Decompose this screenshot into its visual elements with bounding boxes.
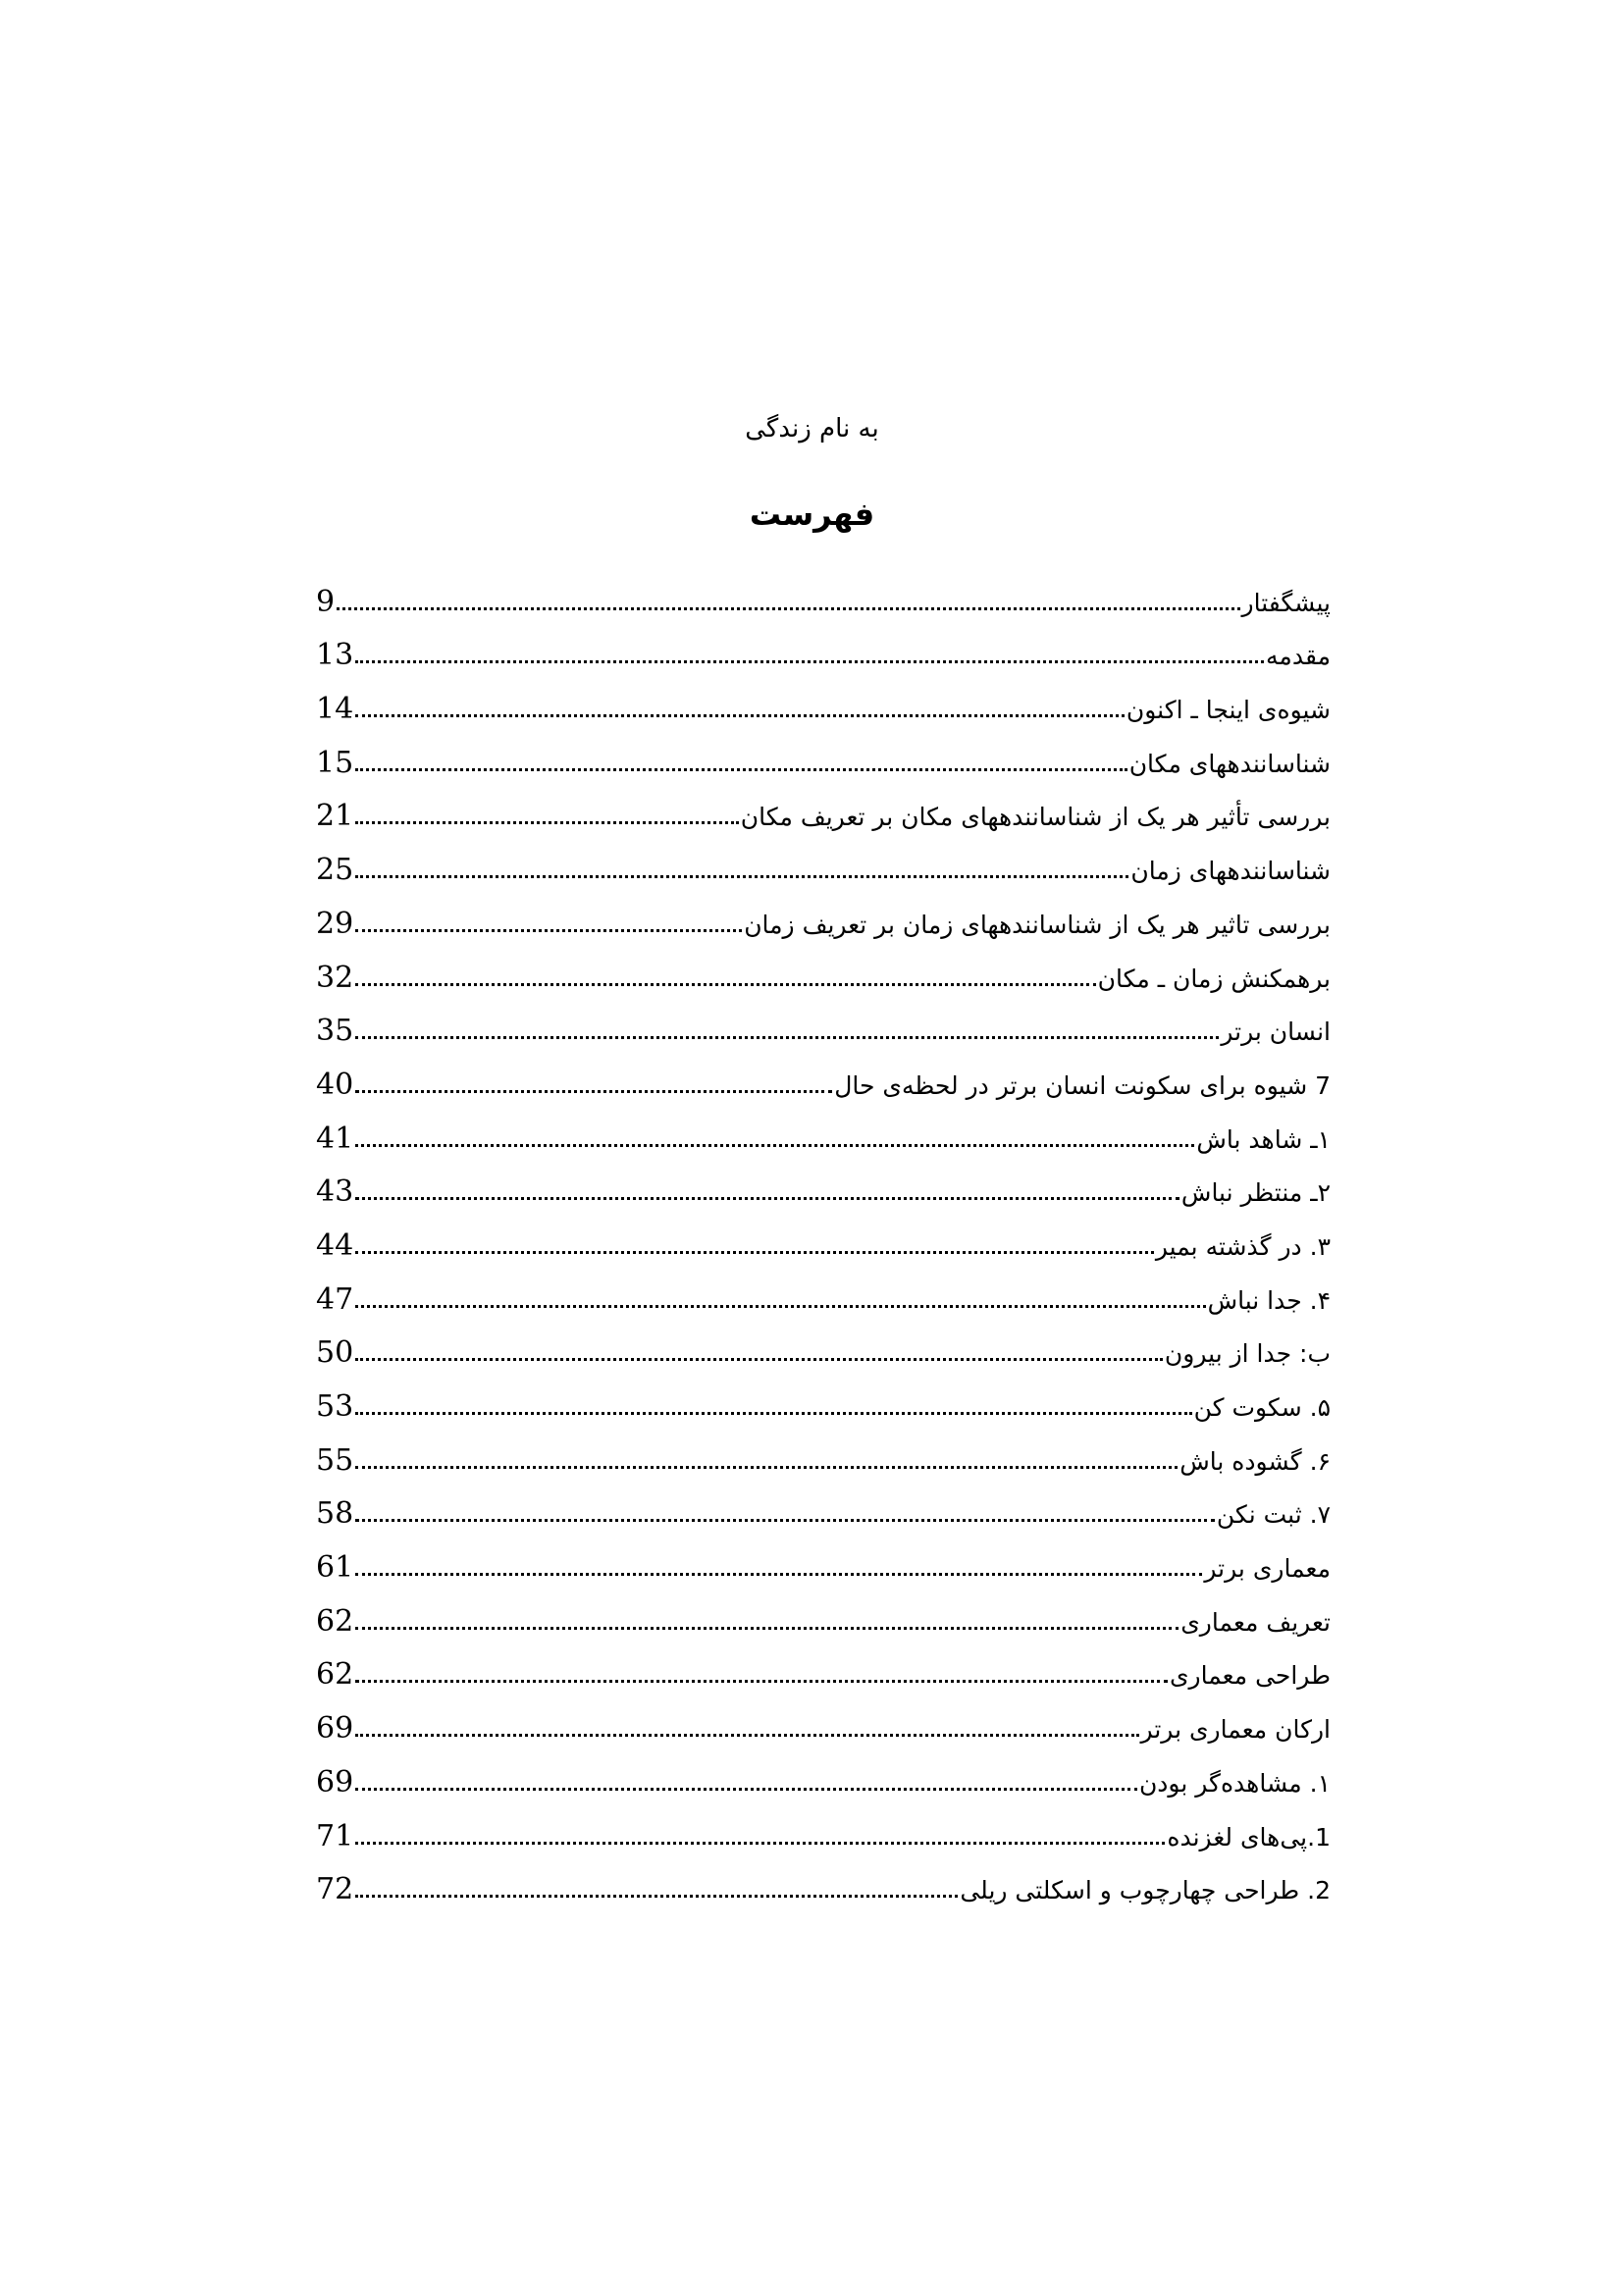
toc-page-number: 53 [316, 1389, 354, 1424]
toc-entry-label: ب: جدا از بیرون [1164, 1339, 1331, 1369]
toc-row[interactable] [316, 1429, 1331, 1483]
toc-dot-leader [355, 1144, 1194, 1147]
toc-row[interactable] [316, 1322, 1331, 1376]
toc-row[interactable] [316, 838, 1331, 892]
toc-entry-label: شناسانندههای مکان [1128, 749, 1331, 778]
toc-page-number: 35 [316, 1014, 354, 1049]
toc-dot-leader [355, 1734, 1138, 1737]
toc-entry-label: طراحی معماری [1169, 1661, 1331, 1691]
toc-entry-label: شناسانندههای زمان [1130, 857, 1331, 886]
toc-entry-label: ارکان معماری برتر [1140, 1715, 1331, 1745]
toc-row[interactable] [316, 1696, 1331, 1750]
toc-dot-leader [355, 1519, 1215, 1522]
toc-entry-label: ۷. ثبت نکن [1216, 1500, 1331, 1530]
toc-dot-leader [355, 1680, 1168, 1683]
toc-page-number: 13 [316, 638, 354, 673]
toc-entry-label: معماری برتر [1204, 1554, 1331, 1584]
toc-page-number: 72 [316, 1872, 354, 1907]
toc-dot-leader [355, 1358, 1163, 1361]
toc-row[interactable] [316, 1590, 1331, 1644]
toc-dot-leader [355, 1842, 1165, 1845]
toc-row[interactable] [316, 1644, 1331, 1697]
toc-row[interactable] [316, 1000, 1331, 1054]
toc-row[interactable] [316, 1750, 1331, 1804]
toc-dot-leader [355, 1627, 1179, 1630]
toc-row[interactable] [316, 624, 1331, 678]
toc-page-number: 55 [316, 1442, 354, 1478]
toc-entry-label: ۴. جدا نباش [1207, 1285, 1331, 1315]
toc-page-number: 47 [316, 1281, 354, 1317]
toc-page-number: 69 [316, 1711, 354, 1747]
toc-row[interactable] [316, 1804, 1331, 1858]
toc-dot-leader [355, 1090, 832, 1093]
toc-page-number: 71 [316, 1818, 354, 1853]
toc-entry-label: مقدمه [1266, 642, 1331, 671]
toc-title: فهرست [749, 496, 875, 533]
toc-page-number: 62 [316, 1657, 354, 1693]
toc-entry-label: ۱ـ شاهد باش [1196, 1124, 1331, 1154]
toc-page-number: 14 [316, 692, 354, 727]
toc-page-number: 9 [316, 584, 336, 619]
toc-row[interactable] [316, 892, 1331, 946]
toc-page-number: 32 [316, 960, 354, 995]
toc-entry-label: بررسی تأثیر هر یک از شناسانندههای مکان بر تعریف مکان [740, 803, 1331, 832]
toc-entry-label: ۵. سکوت کن [1193, 1393, 1331, 1422]
toc-entry-label: ۳. در گذشته بمیر [1155, 1231, 1331, 1261]
toc-page-number: 69 [316, 1764, 354, 1800]
toc-dot-leader [355, 1305, 1205, 1308]
toc-row[interactable] [316, 1375, 1331, 1429]
toc-entry-label: برهمکنش زمان ـ مکان [1097, 964, 1331, 993]
toc-dot-leader [355, 660, 1264, 663]
toc-page-number: 41 [316, 1121, 354, 1156]
toc-entry-label: ۱. مشاهده‌گر بودن [1138, 1768, 1331, 1798]
toc-dot-leader [355, 1895, 958, 1898]
toc-entry-label: 1.پی‌های لغزنده [1167, 1822, 1331, 1852]
toc-row[interactable] [316, 1483, 1331, 1537]
toc-page-number: 21 [316, 799, 354, 834]
toc-entry-label: 2. طراحی چهارچوب و اسکلتی ریلی [960, 1876, 1331, 1905]
toc-dot-leader [355, 1036, 1219, 1039]
toc-row[interactable] [316, 1268, 1331, 1322]
toc-row[interactable] [316, 731, 1331, 785]
toc-page-number: 62 [316, 1603, 354, 1639]
toc-entry-label: انسان برتر [1221, 1018, 1331, 1047]
toc-row[interactable] [316, 785, 1331, 839]
toc-dot-leader [355, 1412, 1191, 1415]
toc-dot-leader [355, 768, 1127, 771]
toc-page-number: 44 [316, 1227, 354, 1263]
toc-entry-label: شیوه‌ی اینجا ـ اکنون [1126, 696, 1331, 725]
toc-entry-label: پیشگفتار [1241, 588, 1331, 617]
toc-row[interactable] [316, 1214, 1331, 1268]
toc-row[interactable] [316, 1053, 1331, 1107]
table-of-contents [316, 570, 1331, 1911]
toc-dot-leader [355, 1466, 1178, 1469]
toc-row[interactable] [316, 1536, 1331, 1590]
toc-dot-leader [355, 1788, 1137, 1791]
toc-row[interactable] [316, 1858, 1331, 1912]
toc-dot-leader [355, 929, 742, 932]
toc-row[interactable] [316, 677, 1331, 731]
toc-entry-label: تعریف معماری [1180, 1607, 1331, 1637]
toc-entry-label: بررسی تاثیر هر یک از شناسانندههای زمان بر تعریف زمان [744, 910, 1331, 939]
toc-row[interactable] [316, 1107, 1331, 1161]
toc-page-number: 43 [316, 1174, 354, 1210]
toc-row[interactable] [316, 570, 1331, 624]
toc-page-number: 15 [316, 745, 354, 780]
toc-row[interactable] [316, 1161, 1331, 1215]
toc-dot-leader [337, 607, 1239, 610]
toc-page-number: 58 [316, 1496, 354, 1532]
toc-dot-leader [355, 1251, 1154, 1254]
dedication-heading: به نام زندگی [745, 414, 879, 444]
toc-page-number: 25 [316, 853, 354, 888]
toc-page-number: 50 [316, 1335, 354, 1371]
toc-row[interactable] [316, 946, 1331, 1000]
toc-dot-leader [355, 1573, 1202, 1576]
toc-entry-label: 7 شیوه برای سکونت انسان برتر در لحظه‌ی حال [834, 1070, 1331, 1100]
toc-page-number: 40 [316, 1067, 354, 1102]
toc-dot-leader [355, 983, 1095, 986]
toc-dot-leader [355, 821, 739, 824]
toc-entry-label: ۶. گشوده باش [1179, 1446, 1331, 1476]
toc-entry-label: ۲ـ منتظر نباش [1180, 1178, 1331, 1208]
toc-dot-leader [355, 714, 1125, 717]
toc-page-number: 29 [316, 906, 354, 941]
toc-page-number: 61 [316, 1550, 354, 1586]
toc-dot-leader [355, 875, 1128, 878]
toc-dot-leader [355, 1197, 1179, 1200]
